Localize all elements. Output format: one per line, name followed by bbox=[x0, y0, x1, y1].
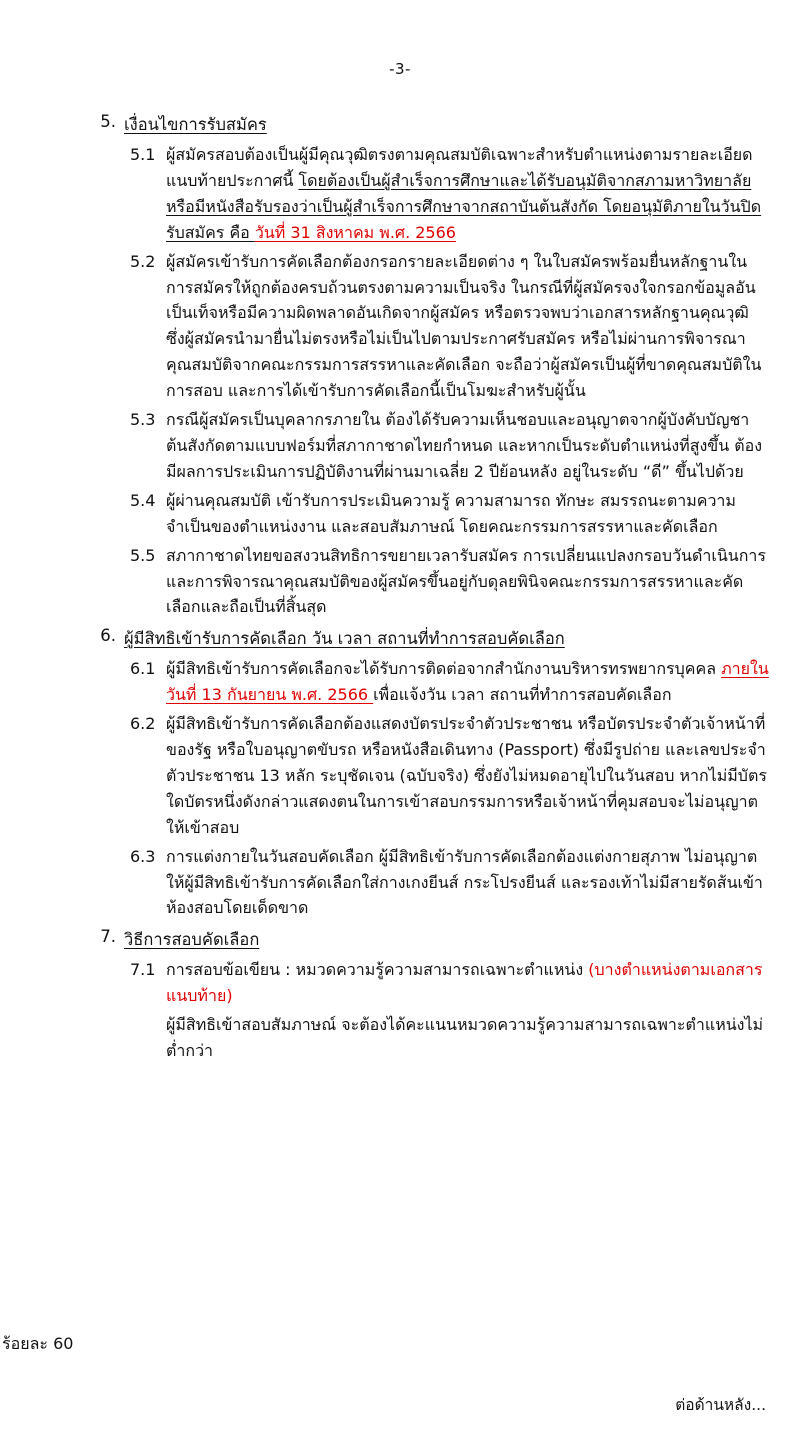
clause-6-2-number: 6.2 bbox=[130, 714, 156, 734]
clause-5-4-number: 5.4 bbox=[130, 490, 156, 510]
clause-6-1-text-tail: เพื่อแจ้งวัน เวลา สถานที่ทำการสอบคัดเลือก bbox=[373, 685, 672, 705]
section-6-number: 6. bbox=[100, 626, 116, 646]
section-6-title: ผู้มีสิทธิเข้ารับการคัดเลือก วัน เวลา สถานที่ทำการสอบคัดเลือก bbox=[124, 629, 565, 649]
section-5-heading bbox=[90, 112, 770, 138]
clause-6-2-body: ผู้มีสิทธิเข้ารับการคัดเลือกต้องแสดงบัตรประจำตัวประชาชน หรือบัตรประจำตัวเจ้าหน้าที่ของรัฐ หรือใบอนุญาตขับรถ หรือหนังสือเดินทาง (Passport) ซึ่งมีรูปถ่าย และเลขประจำตัวประชาชน 13 หลัก ระบุชัดเจน (ฉบับจริง) ซึ่งยังไม่หมดอายุไปในวันสอบ หากไม่มีบัตรใดบัตรหนึ่งดังกล่าวแสดงตนในการเข้าสอบกรรมการหรือเจ้าหน้าที่คุมสอบจะไม่อนุญาตให้เข้าสอบ bbox=[166, 714, 767, 837]
footer-continuation-note: ต่อด้านหลัง... bbox=[675, 1396, 766, 1414]
clause-7-1-label: การสอบข้อเขียน bbox=[166, 960, 281, 980]
clause-7-1-note: (บางตำแหน่งตามเอกสารแนบท้าย) bbox=[166, 960, 763, 1006]
clause-5-1-body bbox=[166, 142, 770, 246]
clause-7-1 bbox=[130, 957, 770, 1009]
section-5 bbox=[30, 112, 770, 620]
section-7 bbox=[30, 927, 770, 1064]
section-6-heading bbox=[90, 626, 770, 652]
clause-7-1-number: 7.1 bbox=[130, 960, 156, 980]
section-7-trailing-text: ผู้มีสิทธิเข้าสอบสัมภาษณ์ จะต้องได้คะแนนหมวดความรู้ความสามารถเฉพาะตำแหน่งไม่ต่ำกว่า bbox=[166, 1015, 764, 1061]
clause-5-2-body: ผู้สมัครเข้ารับการคัดเลือกต้องกรอกรายละเอียดต่าง ๆ ในใบสมัครพร้อมยื่นหลักฐานในการสมัครให้ถูกต้องครบถ้วนตรงตามความเป็นจริง ในกรณีที่ผู้สมัครจงใจกรอกข้อมูลอันเป็นเท็จหรือมีความผิดพลาดอันเกิดจากผู้สมัคร หรือตรวจพบว่าเอกสารหลักฐานคุณวุฒิ ซึ่งผู้สมัครนำมายื่นไม่ตรงหรือไม่เป็นไปตามประกาศรับสมัคร หรือไม่ผ่านการพิจารณาคุณสมบัติจากคณะกรรมการสรรหาและคัดเลือก จะถือว่าผู้สมัครเป็นผู้ที่ขาดคุณสมบัติในการสอบ และการได้เข้ารับการคัดเลือกนี้เป็นโมฆะสำหรับผู้นั้น bbox=[166, 251, 762, 401]
clause-6-1 bbox=[130, 656, 770, 708]
clause-5-1-number: 5.1 bbox=[130, 145, 156, 164]
clause-5-1-text-plain: ผู้สมัครสอบต้องเป็นผู้มีคุณวุฒิตรงตามคุณสมบัติเฉพาะสำหรับตำแหน่งตามรายละเอียดแนบท้ายประกาศนี้ bbox=[166, 145, 753, 190]
clause-5-3 bbox=[130, 407, 770, 485]
section-6 bbox=[30, 626, 770, 921]
clause-6-1-contact-date: ภายในวันที่ 13 กันยายน พ.ศ. 2566 bbox=[166, 659, 769, 705]
section-7-heading bbox=[90, 927, 770, 953]
clause-5-1-deadline-date: วันที่ 31 สิงหาคม พ.ศ. 2566 bbox=[254, 222, 456, 242]
clause-5-1 bbox=[130, 142, 770, 246]
clause-6-3-number: 6.3 bbox=[130, 846, 156, 866]
section-5-title: เงื่อนไขการรับสมัคร bbox=[124, 115, 267, 134]
clause-7-1-text: : หมวดความรู้ความสามารถเฉพาะตำแหน่ง bbox=[280, 960, 589, 980]
clause-6-1-number: 6.1 bbox=[130, 659, 156, 679]
clause-6-3-body: การแต่งกายในวันสอบคัดเลือก ผู้มีสิทธิเข้ารับการคัดเลือกต้องแต่งกายสุภาพ ไม่อนุญาตให้ผู้มีสิทธิเข้ารับการคัดเลือกใส่กางเกงยีนส์ กระโปรงยีนส์ และรองเท้าไม่มีสายรัดส้นเข้าห้องสอบโดยเด็ดขาด bbox=[166, 846, 763, 918]
clause-7-1-body bbox=[166, 957, 770, 1009]
clause-6-1-text-lead: ผู้มีสิทธิเข้ารับการคัดเลือกจะได้รับการติดต่อจากสำนักงานบริหารทรพยากรบุคคล bbox=[166, 659, 722, 679]
clause-6-1-body bbox=[166, 656, 770, 708]
clause-5-3-body: กรณีผู้สมัครเป็นบุคลากรภายใน ต้องได้รับความเห็นชอบและอนุญาตจากผู้บังคับบัญชาต้นสังกัดตามแบบฟอร์มที่สภากาชาดไทยกำหนด และหากเป็นระดับตำแหน่งที่สูงขึ้น ต้องมีผลการประเมินการปฏิบัติงานที่ผ่านมาเฉลี่ย 2 ปีย้อนหลัง อยู่ในระดับ “ดี” ขึ้นไปด้วย bbox=[166, 410, 763, 481]
clause-5-1-text-underline: โดยต้องเป็นผู้สำเร็จการศึกษาและได้รับอนุมัติจากสภามหาวิทยาลัย หรือมีหนังสือรับรองว่าเป็นผู้สำเร็จการศึกษาจากสถาบันต้นสังกัด โดยอนุมัติภายในวันปิดรับสมัคร คือ bbox=[166, 170, 762, 242]
left-margin-note: ร้อยละ 60 bbox=[2, 1334, 74, 1353]
clause-6-3 bbox=[130, 844, 770, 922]
section-7-number: 7. bbox=[100, 927, 116, 947]
clause-5-4 bbox=[130, 488, 770, 540]
section-5-number: 5. bbox=[100, 112, 116, 131]
clause-5-5 bbox=[130, 543, 770, 621]
clause-5-2-number: 5.2 bbox=[130, 251, 156, 271]
clause-5-5-body: สภากาชาดไทยขอสงวนสิทธิการขยายเวลารับสมัคร การเปลี่ยนแปลงกรอบวันดำเนินการ และการพิจารณาคุณสมบัติของผู้สมัครขึ้นอยู่กับดุลยพินิจคณะกรรมการสรรหาและคัดเลือกและถือเป็นที่สิ้นสุด bbox=[166, 545, 766, 617]
clause-6-2 bbox=[130, 711, 770, 841]
page-number: -3- bbox=[389, 60, 411, 78]
clause-5-3-number: 5.3 bbox=[130, 410, 156, 430]
clause-5-4-body: ผู้ผ่านคุณสมบัติ เข้ารับการประเมินความรู้ ความสามารถ ทักษะ สมรรถนะตามความจำเป็นของตำแหน่งงาน และสอบสัมภาษณ์ โดยคณะกรรมการสรรหาและคัดเลือก bbox=[166, 490, 736, 536]
section-7-title: วิธีการสอบคัดเลือก bbox=[124, 930, 260, 950]
clause-5-5-number: 5.5 bbox=[130, 545, 156, 565]
clause-5-2 bbox=[130, 249, 770, 404]
